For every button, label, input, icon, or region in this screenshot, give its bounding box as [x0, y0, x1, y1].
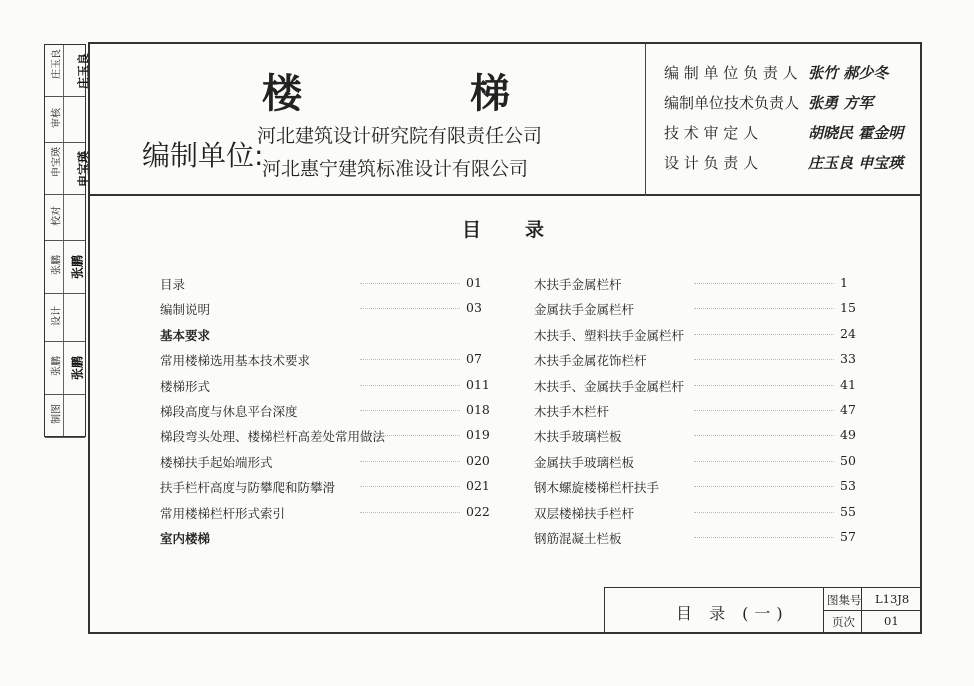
toc-page-number: 33: [840, 351, 856, 367]
approval-label: 张鹏: [51, 356, 63, 376]
toc-page-number: 50: [840, 452, 856, 468]
toc-entry-title: 常用楼梯选用基本技术要求: [160, 353, 311, 369]
org-name-1: 河北建筑设计研究院有限责任公司: [257, 125, 543, 147]
approval-signature: 张鹏: [70, 355, 85, 381]
toc-entry-title: 梯段高度与休息平台深度: [160, 404, 298, 419]
toc-leader: [694, 334, 834, 335]
role-label: 技 术 审 定 人: [664, 124, 759, 142]
toc-page-number: 01: [466, 275, 482, 290]
toc-leader: [360, 308, 460, 309]
approval-cell: [45, 143, 91, 195]
approval-cell: [45, 45, 91, 97]
role-signature: 张竹 郝少冬: [808, 64, 889, 82]
toc-page-number: 03: [466, 300, 482, 316]
toc-entry-title: 编制说明: [160, 302, 211, 318]
toc-entry-title: 木扶手、塑料扶手金属栏杆: [534, 327, 685, 343]
toc-entry-title: 木扶手金属栏杆: [534, 277, 622, 292]
toc-entry-title: 木扶手玻璃栏板: [534, 429, 622, 445]
toc-entry-title: 金属扶手玻璃栏板: [534, 454, 635, 470]
page-number: 01: [884, 614, 899, 628]
toc-page-number: 021: [466, 478, 490, 494]
toc-page-number: 47: [840, 402, 856, 417]
atlas-label: 图集号: [827, 593, 862, 607]
toc-page-number: 07: [466, 351, 482, 367]
approval-label: 设计: [51, 305, 63, 326]
role-signature: 胡晓民 霍金明: [808, 124, 904, 142]
toc-page-number: 49: [840, 427, 856, 443]
toc-entry-title: 钢筋混凝土栏板: [534, 531, 622, 546]
toc-page-number: 019: [466, 427, 490, 443]
toc-entry-title: 目录: [160, 277, 186, 292]
role-signature: 庄玉良 申宝瑛: [808, 154, 904, 172]
approval-cell: [45, 342, 85, 395]
toc-leader: [360, 435, 460, 436]
approval-signature: 张鹏: [70, 254, 85, 280]
toc-leader: [360, 461, 460, 462]
atlas-number: L13J8: [875, 592, 910, 606]
org-name-2: 河北惠宁建筑标准设计有限公司: [262, 158, 529, 180]
toc-leader: [694, 435, 834, 436]
toc-leader: [694, 537, 834, 538]
toc-entry-title: 金属扶手金属栏杆: [534, 302, 635, 318]
toc-entry-title: 常用楼梯栏杆形式索引: [160, 505, 286, 521]
toc-entry-title: 钢木螺旋楼梯栏杆扶手: [534, 480, 660, 496]
toc-entry-title: 木扶手、金属扶手金属栏杆: [534, 378, 685, 394]
toc-page-number: 020: [466, 452, 490, 468]
toc-entry-title: 双层楼梯扶手栏杆: [534, 505, 635, 521]
toc-leader: [360, 359, 460, 360]
title-char-2: 梯: [470, 71, 510, 117]
approval-label: 申宝瑛: [51, 146, 63, 177]
approval-signature: 申宝瑛: [76, 150, 91, 187]
approval-cell: [45, 241, 85, 294]
approval-strip: [44, 44, 91, 437]
toc-page-number: 018: [466, 402, 490, 417]
toc-page-number: 011: [466, 376, 490, 392]
approval-signature: 庄玉良: [76, 52, 91, 89]
toc-leader: [694, 283, 834, 284]
toc-page-number: 53: [840, 478, 856, 494]
toc-leader: [694, 512, 834, 513]
toc-leader: [694, 461, 834, 462]
approval-cell: [45, 294, 85, 342]
toc-entry-title: 木扶手金属花饰栏杆: [534, 353, 647, 369]
toc-entry-title: 扶手栏杆高度与防攀爬和防攀滑: [160, 480, 336, 496]
toc-leader: [360, 512, 460, 513]
toc-page-number: 1: [840, 275, 848, 290]
toc-leader: [694, 308, 834, 309]
toc-leader: [694, 486, 834, 487]
approval-label: 张鹏: [51, 255, 63, 275]
toc-entry-title: 基本要求: [160, 327, 211, 343]
role-label: 设 计 负 责 人: [664, 154, 759, 172]
toc-heading: 目录: [462, 219, 589, 241]
approval-label: 制图: [51, 404, 63, 424]
approval-cell: [45, 395, 85, 438]
org-label: 编制单位:: [142, 139, 264, 172]
approval-cell: [45, 97, 85, 143]
role-label: 编制单位技术负责人: [664, 94, 800, 112]
toc-page-number: 24: [840, 325, 856, 341]
toc-page-number: 57: [840, 529, 856, 544]
role-label: 编 制 单 位 负 责 人: [664, 64, 798, 82]
toc-page-number: 15: [840, 300, 856, 316]
approval-label: 审核: [51, 107, 63, 128]
toc-leader: [360, 410, 460, 411]
toc-page-number: 55: [840, 503, 856, 519]
toc-entry-title: 楼梯形式: [160, 378, 211, 394]
toc-leader: [360, 486, 460, 487]
approval-cell: [45, 195, 85, 241]
toc-leader: [694, 359, 834, 360]
title-char-1: 楼: [262, 71, 304, 117]
toc-leader: [694, 410, 834, 411]
toc-leader: [360, 283, 460, 284]
sheet-title: 目 录 (一): [676, 604, 789, 623]
toc-entry-title: 梯段弯头处理、楼梯栏杆高差处常用做法: [160, 429, 386, 445]
page-label: 页次: [832, 615, 855, 629]
toc-entry-title: 楼梯扶手起始端形式: [160, 454, 273, 470]
toc-entry-title: 木扶手木栏杆: [534, 404, 610, 419]
toc-page-number: 022: [466, 503, 490, 519]
toc-leader: [694, 385, 834, 386]
toc-page-number: 41: [840, 376, 856, 392]
role-signature: 张勇 方军: [808, 94, 874, 112]
toc-leader: [360, 385, 460, 386]
toc-entry-title: 室内楼梯: [160, 531, 211, 546]
approval-label: 校对: [51, 205, 63, 226]
approval-label: 庄玉良: [51, 48, 63, 79]
